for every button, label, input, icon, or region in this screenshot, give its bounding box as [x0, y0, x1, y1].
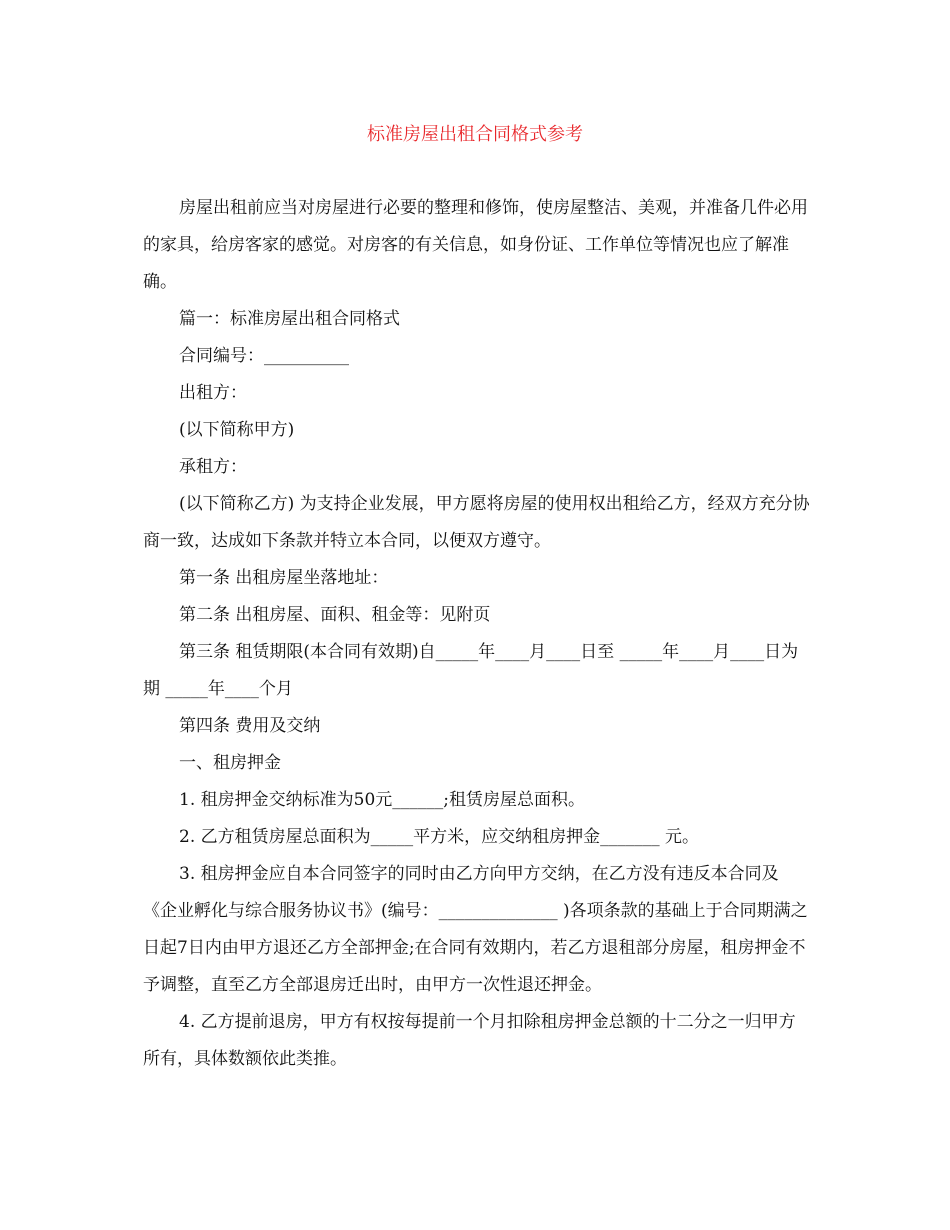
intro-paragraph: 房屋出租前应当对房屋进行必要的整理和修饰，使房屋整洁、美观，并准备几件必用的家具，给房客家的感觉。对房客的有关信息，如身份证、工作单位等情况也应了解准确。: [143, 198, 808, 292]
clause-4: 4. 乙方提前退房，甲方有权按每提前一个月扣除租房押金总额的十二分之一归甲方所有，具体数额依此类推。: [143, 1012, 796, 1069]
article-1: 第一条 出租房屋坐落地址：: [179, 568, 389, 588]
section-heading: 篇一：标准房屋出租合同格式: [179, 309, 400, 329]
lessee-line: 承租方：: [179, 457, 247, 477]
document-body: [143, 190, 811, 1078]
contract-number: 合同编号：__________: [179, 346, 349, 366]
article-3: 第三条 租赁期限(本合同有效期)自_____年____月____日至 _____年____月____日为期 _____年____个月: [143, 642, 799, 699]
article-4: 第四条 费用及交纳: [179, 716, 321, 736]
clause-1: 1. 租房押金交纳标准为50元______;租赁房屋总面积。: [179, 790, 585, 810]
lessee-paragraph: (以下简称乙方) 为支持企业发展，甲方愿将房屋的使用权出租给乙方，经双方充分协商一致，达成如下条款并特立本合同，以便双方遵守。: [143, 494, 810, 551]
article-2: 第二条 出租房屋、面积、租金等：见附页: [179, 605, 491, 625]
subsection-deposit: 一、租房押金: [179, 753, 281, 773]
clause-2: 2. 乙方租赁房屋总面积为_____平方米，应交纳租房押金_______ 元。: [179, 827, 700, 847]
document-title: 标准房屋出租合同格式参考: [367, 124, 583, 145]
lessor-line: 出租方：: [179, 383, 247, 403]
lessor-abbr: (以下简称甲方): [179, 420, 295, 440]
clause-3: 3. 租房押金应自本合同签字的同时由乙方向甲方交纳，在乙方没有违反本合同及《企业孵化与综合服务协议书》(编号：______________ )各项条款的基础上于合同期满之日起7日内由甲方退还乙方全部押金;在合同有效期内，若乙方退租部分房屋，租房押金不予调整，直至乙方全部退房迁出时，由甲方一次性退还押金。: [143, 864, 808, 995]
